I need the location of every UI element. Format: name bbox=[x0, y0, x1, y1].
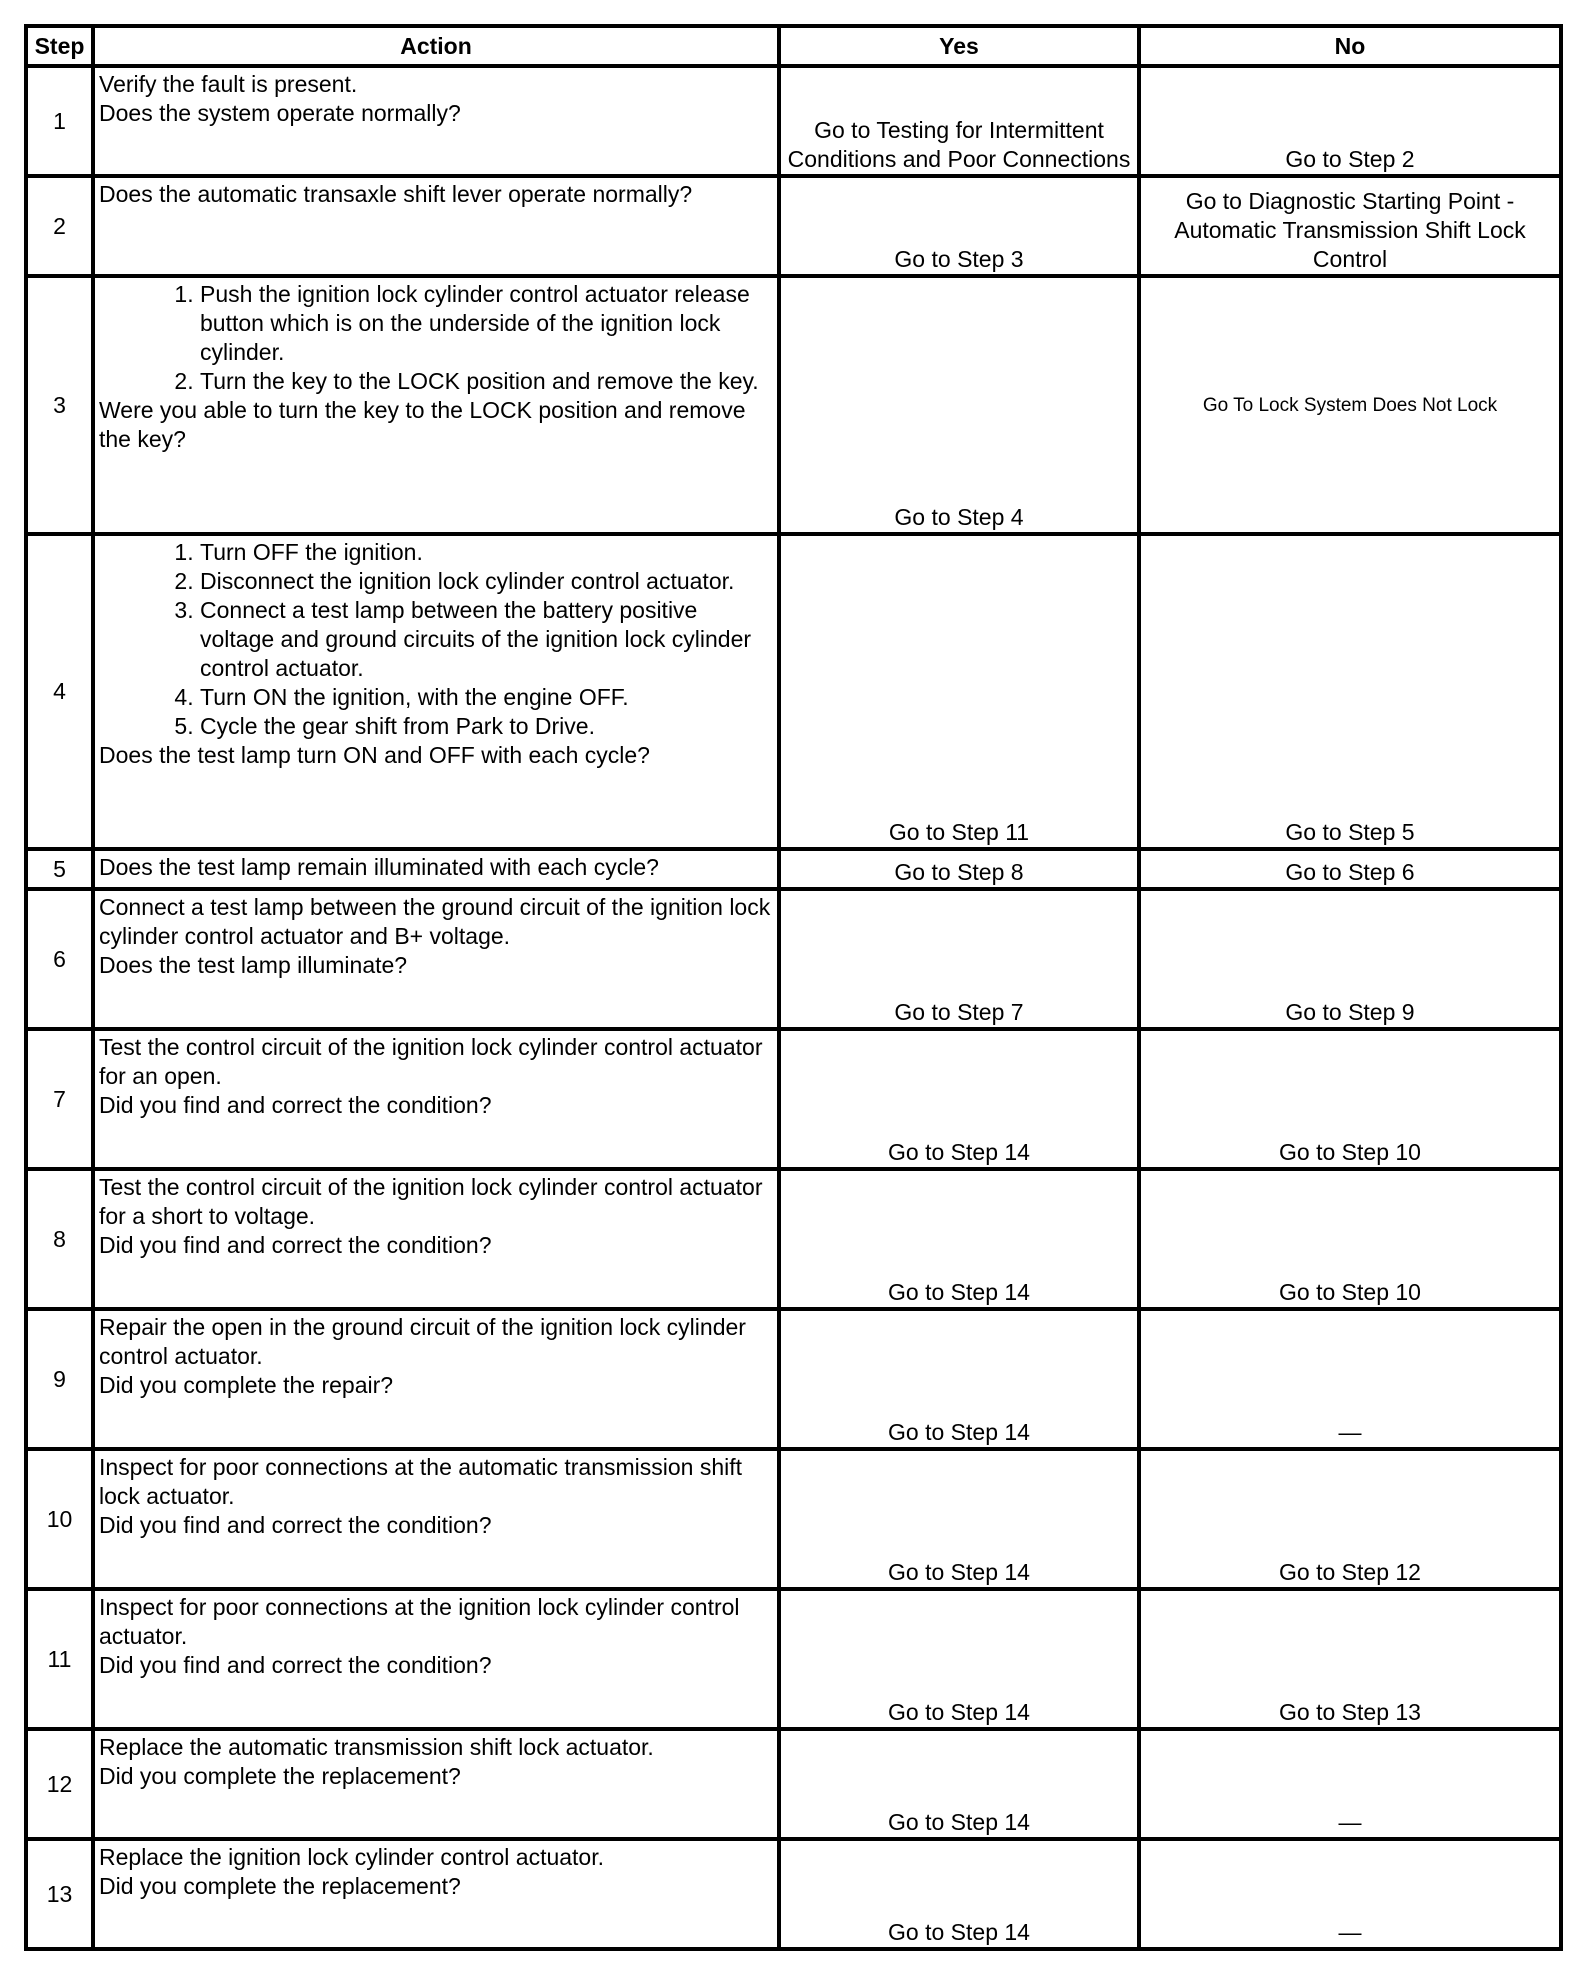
action-cell bbox=[93, 1029, 779, 1169]
list-item: 5. Cycle the gear shift from Park to Drive. bbox=[200, 712, 773, 741]
header-action: Action bbox=[93, 26, 779, 66]
table-row bbox=[26, 534, 1561, 849]
action-question: Did you find and correct the condition? bbox=[99, 1092, 492, 1118]
action-cell bbox=[93, 1729, 779, 1839]
table-header-row bbox=[26, 26, 1561, 66]
action-cell bbox=[93, 176, 779, 276]
step-number: 13 bbox=[26, 1839, 93, 1949]
action-steps-list bbox=[99, 280, 773, 396]
action-statement: Verify the fault is present. bbox=[99, 71, 358, 97]
list-item: 2. Disconnect the ignition lock cylinder control actuator. bbox=[200, 567, 773, 596]
yes-result: Go to Step 11 bbox=[779, 534, 1139, 849]
action-statement: Repair the open in the ground circuit of the ignition lock cylinder control actuator. bbox=[99, 1314, 746, 1369]
action-question: Does the test lamp remain illuminated with each cycle? bbox=[99, 854, 659, 880]
action-cell bbox=[93, 276, 779, 534]
table-row bbox=[26, 276, 1561, 534]
no-result: Go to Step 9 bbox=[1139, 889, 1561, 1029]
table-row bbox=[26, 889, 1561, 1029]
yes-result: Go to Step 14 bbox=[779, 1449, 1139, 1589]
action-cell bbox=[93, 1449, 779, 1589]
step-number: 2 bbox=[26, 176, 93, 276]
table-row bbox=[26, 1839, 1561, 1949]
step-number: 5 bbox=[26, 849, 93, 889]
action-statement: Connect a test lamp between the ground circuit of the ignition lock cylinder control actuator and B+ voltage. bbox=[99, 894, 771, 949]
step-number: 8 bbox=[26, 1169, 93, 1309]
list-item: 1. Turn OFF the ignition. bbox=[200, 538, 773, 567]
no-result: Go to Step 5 bbox=[1139, 534, 1561, 849]
action-question: Does the test lamp turn ON and OFF with each cycle? bbox=[99, 742, 650, 768]
list-item: 4. Turn ON the ignition, with the engine OFF. bbox=[200, 683, 773, 712]
action-statement: Test the control circuit of the ignition lock cylinder control actuator for an open. bbox=[99, 1034, 763, 1089]
table-row bbox=[26, 1029, 1561, 1169]
no-result: — bbox=[1139, 1729, 1561, 1839]
yes-result: Go to Testing for Intermittent Conditions and Poor Connections bbox=[779, 66, 1139, 176]
diagnostic-table bbox=[24, 24, 1563, 1951]
action-question: Did you complete the replacement? bbox=[99, 1873, 461, 1899]
list-item: 2. Turn the key to the LOCK position and remove the key. bbox=[200, 367, 773, 396]
no-result: Go to Step 10 bbox=[1139, 1169, 1561, 1309]
action-statement: Inspect for poor connections at the automatic transmission shift lock actuator. bbox=[99, 1454, 743, 1509]
step-number: 10 bbox=[26, 1449, 93, 1589]
action-question: Does the test lamp illuminate? bbox=[99, 952, 408, 978]
yes-result: Go to Step 3 bbox=[779, 176, 1139, 276]
yes-result: Go to Step 14 bbox=[779, 1029, 1139, 1169]
step-number: 11 bbox=[26, 1589, 93, 1729]
action-statement: Replace the automatic transmission shift lock actuator. bbox=[99, 1734, 654, 1760]
action-cell bbox=[93, 1839, 779, 1949]
action-steps-list bbox=[99, 538, 773, 741]
header-no: No bbox=[1139, 26, 1561, 66]
table-row bbox=[26, 1589, 1561, 1729]
list-item: 3. Connect a test lamp between the battery positive voltage and ground circuits of the ignition lock cylinder control actuator. bbox=[200, 596, 773, 683]
action-cell bbox=[93, 1589, 779, 1729]
action-question: Does the system operate normally? bbox=[99, 100, 461, 126]
yes-result: Go to Step 4 bbox=[779, 276, 1139, 534]
action-question: Did you find and correct the condition? bbox=[99, 1652, 492, 1678]
header-step: Step bbox=[26, 26, 93, 66]
step-number: 4 bbox=[26, 534, 93, 849]
action-question: Did you find and correct the condition? bbox=[99, 1512, 492, 1538]
yes-result: Go to Step 8 bbox=[779, 849, 1139, 889]
action-question: Did you complete the repair? bbox=[99, 1372, 394, 1398]
action-statement: Test the control circuit of the ignition lock cylinder control actuator for a short to voltage. bbox=[99, 1174, 763, 1229]
list-item: 1. Push the ignition lock cylinder control actuator release button which is on the underside of the ignition lock cylinder. bbox=[200, 280, 773, 367]
yes-result: Go to Step 14 bbox=[779, 1589, 1139, 1729]
action-question: Does the automatic transaxle shift lever operate normally? bbox=[99, 181, 693, 207]
step-number: 3 bbox=[26, 276, 93, 534]
action-cell bbox=[93, 889, 779, 1029]
table-row bbox=[26, 176, 1561, 276]
no-result: Go to Step 6 bbox=[1139, 849, 1561, 889]
header-yes: Yes bbox=[779, 26, 1139, 66]
yes-result: Go to Step 7 bbox=[779, 889, 1139, 1029]
step-number: 9 bbox=[26, 1309, 93, 1449]
yes-result: Go to Step 14 bbox=[779, 1729, 1139, 1839]
no-result: Go to Step 13 bbox=[1139, 1589, 1561, 1729]
no-result: — bbox=[1139, 1839, 1561, 1949]
action-statement: Inspect for poor connections at the ignition lock cylinder control actuator. bbox=[99, 1594, 740, 1649]
yes-result: Go to Step 14 bbox=[779, 1309, 1139, 1449]
table-row bbox=[26, 66, 1561, 176]
action-question: Were you able to turn the key to the LOCK position and remove the key? bbox=[99, 397, 746, 452]
yes-result: Go to Step 14 bbox=[779, 1839, 1139, 1949]
action-cell bbox=[93, 849, 779, 889]
no-result: Go to Step 2 bbox=[1139, 66, 1561, 176]
step-number: 7 bbox=[26, 1029, 93, 1169]
no-result: Go to Step 10 bbox=[1139, 1029, 1561, 1169]
action-cell bbox=[93, 534, 779, 849]
action-cell bbox=[93, 66, 779, 176]
table-row bbox=[26, 1729, 1561, 1839]
no-result: — bbox=[1139, 1309, 1561, 1449]
action-question: Did you complete the replacement? bbox=[99, 1763, 461, 1789]
action-question: Did you find and correct the condition? bbox=[99, 1232, 492, 1258]
step-number: 6 bbox=[26, 889, 93, 1029]
table-row bbox=[26, 849, 1561, 889]
table-row bbox=[26, 1169, 1561, 1309]
table-row bbox=[26, 1309, 1561, 1449]
action-statement: Replace the ignition lock cylinder control actuator. bbox=[99, 1844, 605, 1870]
action-cell bbox=[93, 1169, 779, 1309]
step-number: 12 bbox=[26, 1729, 93, 1839]
no-result: Go to Diagnostic Starting Point - Automatic Transmission Shift Lock Control bbox=[1139, 176, 1561, 276]
table-row bbox=[26, 1449, 1561, 1589]
diagnostic-page bbox=[24, 24, 1563, 1951]
no-result: Go to Step 12 bbox=[1139, 1449, 1561, 1589]
no-result: Go To Lock System Does Not Lock bbox=[1139, 276, 1561, 534]
yes-result: Go to Step 14 bbox=[779, 1169, 1139, 1309]
action-cell bbox=[93, 1309, 779, 1449]
step-number: 1 bbox=[26, 66, 93, 176]
